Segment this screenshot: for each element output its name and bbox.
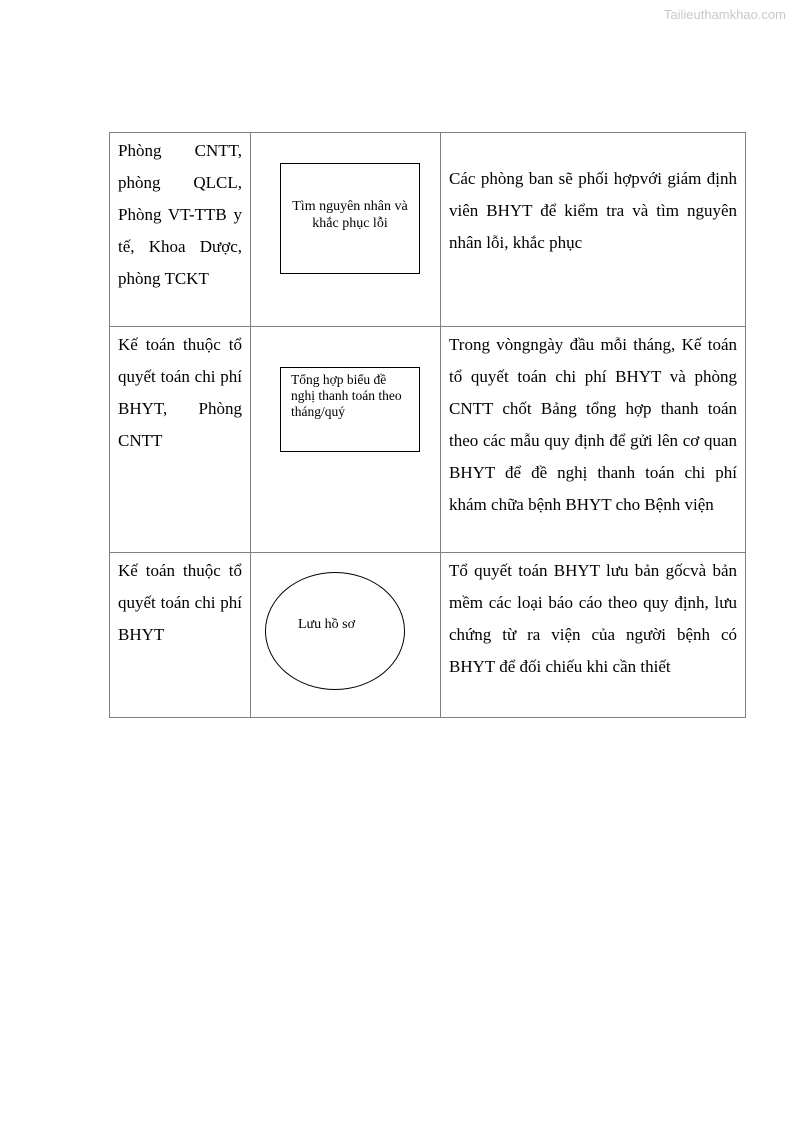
- flow-step-label: Tìm nguyên nhân và khắc phục lỗi: [292, 198, 408, 231]
- description-cell: [441, 133, 746, 327]
- description-text: Các phòng ban sẽ phối hợpvới giám định viên BHYT để kiểm tra và tìm nguyên nhân lỗi, khắc phục: [449, 169, 737, 252]
- flow-step-label: Lưu hồ sơ: [298, 616, 355, 632]
- responsible-cell: [110, 327, 251, 553]
- responsible-cell: [110, 133, 251, 327]
- flow-end-ellipse: [265, 572, 405, 690]
- flow-step-rectangle: [280, 367, 420, 452]
- responsible-text: Phòng CNTT, phòng QLCL, Phòng VT-TTB y tế, Khoa Dược, phòng TCKT: [118, 141, 242, 288]
- flow-step-rectangle: [280, 163, 420, 274]
- responsible-text: Kế toán thuộc tổ quyết toán chi phí BHYT: [118, 561, 242, 644]
- table-row: [110, 133, 746, 327]
- responsible-cell: [110, 553, 251, 718]
- flow-shape-cell: [251, 133, 441, 327]
- table-row: [110, 327, 746, 553]
- description-cell: [441, 553, 746, 718]
- flow-shape-cell: [251, 553, 441, 718]
- flow-step-label: Tổng hợp biểu đề nghị thanh toán theo tháng/quý: [291, 372, 402, 419]
- description-text: Trong vòngngày đầu mỗi tháng, Kế toán tổ quyết toán chi phí BHYT và phòng CNTT chốt Bảng tổng hợp thanh toán theo các mẫu quy định để gửi lên cơ quan BHYT để đề nghị thanh toán chi phí khám chữa bệnh BHYT cho Bệnh viện: [449, 335, 737, 514]
- table-row: [110, 553, 746, 718]
- watermark: Tailieuthamkhao.com: [663, 7, 786, 22]
- process-table: [109, 132, 746, 718]
- responsible-text: Kế toán thuộc tổ quyết toán chi phí BHYT, Phòng CNTT: [118, 335, 242, 450]
- description-cell: [441, 327, 746, 553]
- description-text: Tổ quyết toán BHYT lưu bản gốcvà bản mềm các loại báo cáo theo quy định, lưu chứng từ ra viện của người bệnh có BHYT để đối chiếu khi cần thiết: [449, 561, 737, 676]
- flow-shape-cell: [251, 327, 441, 553]
